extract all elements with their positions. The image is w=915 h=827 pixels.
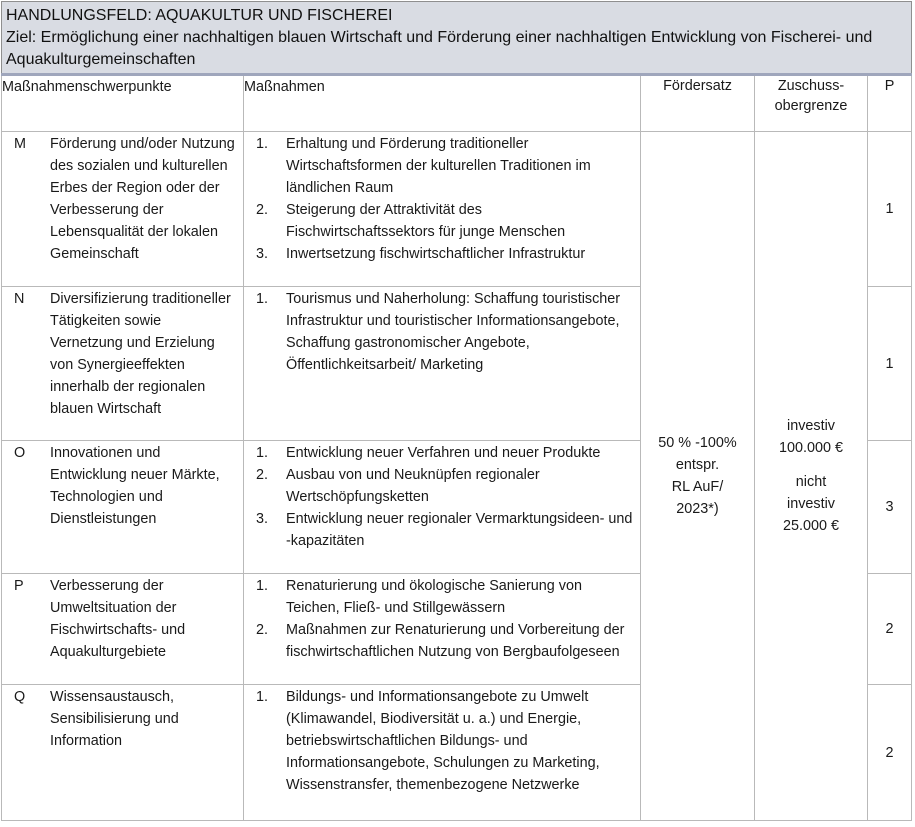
measure-item (256, 686, 634, 796)
measures-cell (244, 574, 641, 685)
focus-text: Innovationen und Entwicklung neuer Märkte, Technologien und Dienstleistungen (50, 445, 220, 527)
focus-letter: M (14, 136, 26, 152)
measure-text: Renaturierung und ökologische Sanierung von Teichen, Fließ- und Stillgewässern (286, 578, 583, 616)
cap-noninvest-label2: investiv (787, 496, 835, 512)
measure-item (256, 508, 634, 552)
funding-rate-line4: 2023*) (676, 501, 719, 517)
funding-rate-line3: RL AuF/ (671, 479, 724, 495)
measure-item (256, 133, 634, 199)
column-header-rate: Fördersatz (641, 75, 755, 132)
column-header-cap (755, 75, 868, 132)
column-header-cap-line2: obergrenze (774, 98, 848, 114)
measures-list (244, 685, 640, 796)
measure-number: 1. (256, 689, 269, 705)
action-field-title: HANDLUNGSFELD: AQUAKULTUR UND FISCHEREI (6, 7, 393, 24)
focus-cell (2, 441, 244, 574)
measure-number: 1. (256, 445, 269, 461)
measures-list (244, 574, 640, 663)
funding-rate-cell (641, 132, 755, 821)
measure-number: 2. (256, 467, 269, 483)
column-header-focus: Maßnahmenschwerpunkte (2, 75, 244, 132)
measure-item (256, 464, 634, 508)
funding-rate-line1: 50 % -100% (658, 435, 737, 451)
table-header-row (2, 2, 912, 75)
measure-text: Maßnahmen zur Renaturierung und Vorbereitung der fischwirtschaftlichen Nutzung von Bergbaufolgeseen (286, 622, 625, 660)
priority-cell: 2 (868, 574, 912, 685)
measure-item (256, 442, 634, 464)
column-header-measures: Maßnahmen (244, 75, 641, 132)
measure-text: Bildungs- und Informationsangebote zu Umwelt (Klimawandel, Biodiversität u. a.) und Energie, betriebswirtschaftlichen Bildungs- und Informationsangebote, Schulungen zu Marketing, Wissenstransfer, themenbezogene Netzwerke (286, 689, 600, 793)
measure-text: Tourismus und Naherholung: Schaffung touristischer Infrastruktur und touristischer Informationsangebote, Schaffung gastronomischer Angebote, Öffentlichkeitsarbeit/ Marketing (286, 291, 621, 373)
focus-text: Verbesserung der Umweltsituation der Fischwirtschafts- und Aquakulturgebiete (50, 578, 186, 660)
measure-text: Ausbau von und Neuknüpfen regionaler Wertschöpfungsketten (286, 467, 540, 505)
focus-cell (2, 574, 244, 685)
column-header-priority: P (868, 75, 912, 132)
measures-cell (244, 132, 641, 287)
grant-cap-cell (755, 132, 868, 821)
measure-item (256, 575, 634, 619)
focus-letter: Q (14, 689, 26, 705)
funding-table (1, 1, 912, 821)
focus-cell (2, 685, 244, 821)
action-field-goal: Ziel: Ermöglichung einer nachhaltigen blauen Wirtschaft und Förderung einer nachhaltigen Entwicklung von Fischerei- und Aquakulturgemeinschaften (6, 29, 873, 68)
focus-cell (2, 132, 244, 287)
cap-noninvest-label1: nicht (795, 474, 827, 490)
cap-invest-label: investiv (787, 418, 835, 434)
priority-cell: 3 (868, 441, 912, 574)
measure-item (256, 619, 634, 663)
measure-item (256, 288, 634, 376)
measure-text: Entwicklung neuer Verfahren und neuer Produkte (286, 445, 601, 461)
measures-list (244, 132, 640, 265)
focus-letter: O (14, 445, 26, 461)
measures-list (244, 441, 640, 552)
focus-text: Wissensaustausch, Sensibilisierung und Information (50, 689, 179, 749)
measures-list (244, 287, 640, 376)
column-header-cap-line1: Zuschuss- (777, 78, 845, 94)
measure-text: Steigerung der Attraktivität des Fischwirtschaftssektors für junge Menschen (286, 202, 566, 240)
focus-text: Förderung und/oder Nutzung des sozialen und kulturellen Erbes der Region oder der Verbesserung der Lebensqualität der lokalen Gemeinschaft (50, 136, 235, 262)
measure-number: 1. (256, 136, 269, 152)
action-field-header (2, 2, 912, 75)
measure-number: 2. (256, 622, 269, 638)
focus-cell (2, 287, 244, 441)
cap-invest-amount: 100.000 € (778, 440, 844, 456)
measures-cell (244, 685, 641, 821)
focus-letter: P (14, 578, 24, 594)
measure-text: Entwicklung neuer regionaler Vermarktungsideen- und -kapazitäten (286, 511, 633, 549)
cap-noninvest-amount: 25.000 € (782, 518, 840, 534)
measure-item (256, 243, 634, 265)
measure-text: Erhaltung und Förderung traditioneller Wirtschaftsformen der kulturellen Traditionen im ländlichen Raum (286, 136, 591, 196)
measure-text: Inwertsetzung fischwirtschaftlicher Infrastruktur (286, 246, 586, 262)
measure-item (256, 199, 634, 243)
measures-cell (244, 287, 641, 441)
measure-number: 3. (256, 511, 269, 527)
measure-number: 3. (256, 246, 269, 262)
measure-number: 2. (256, 202, 269, 218)
priority-cell: 2 (868, 685, 912, 821)
priority-cell: 1 (868, 287, 912, 441)
measure-number: 1. (256, 291, 269, 307)
focus-text: Diversifizierung traditioneller Tätigkeiten sowie Vernetzung und Erzielung von Synergieeffekten innerhalb der regionalen blauen Wirtschaft (50, 291, 231, 417)
priority-cell: 1 (868, 132, 912, 287)
column-header-row (2, 75, 912, 132)
measure-number: 1. (256, 578, 269, 594)
focus-letter: N (14, 291, 25, 307)
table-row (2, 132, 912, 287)
funding-rate-line2: entspr. (675, 457, 720, 473)
measures-cell (244, 441, 641, 574)
